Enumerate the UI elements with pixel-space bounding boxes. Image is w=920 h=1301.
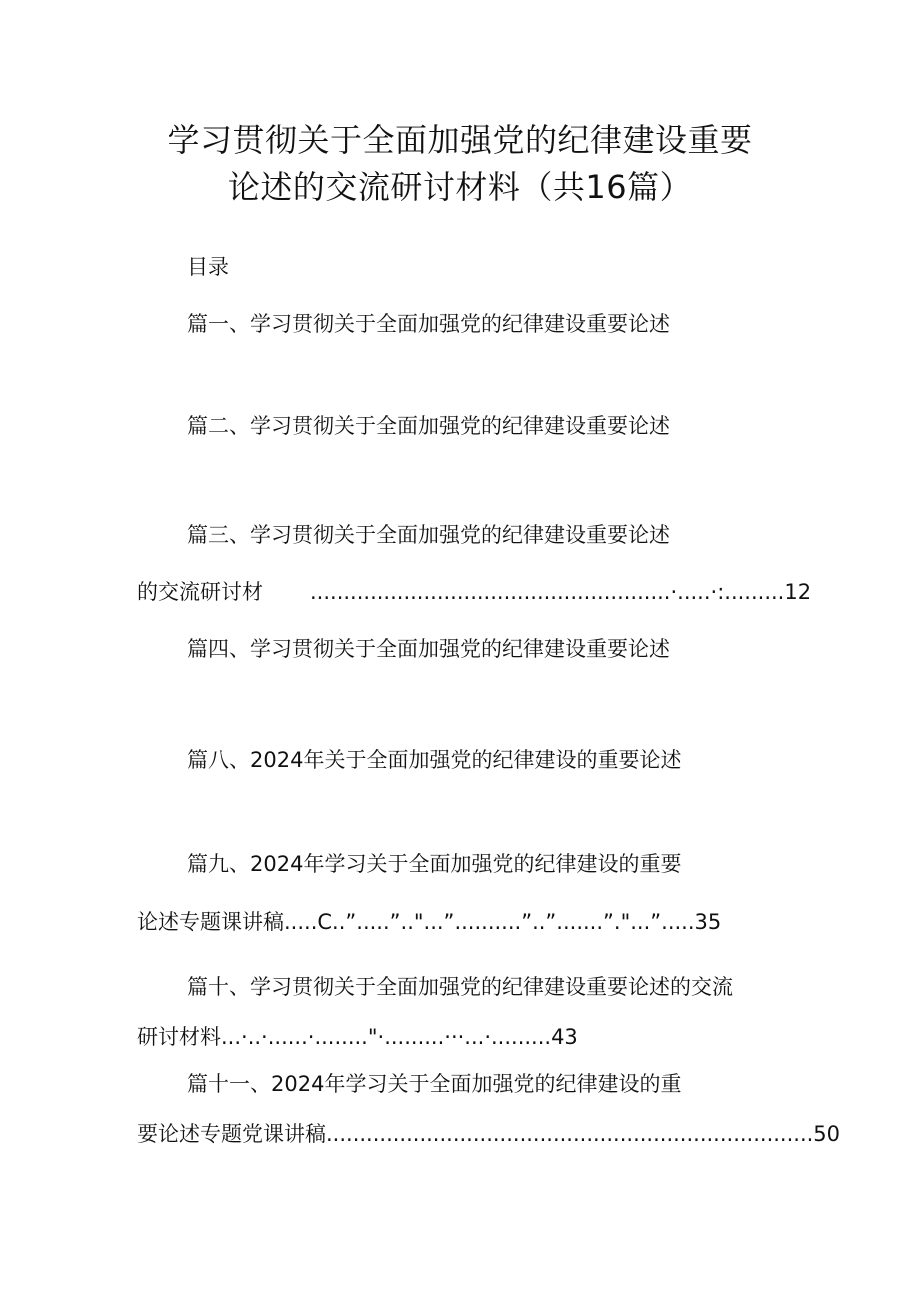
toc-entry-4: 篇四、学习贯彻关于全面加强党的纪律建设重要论述 [187,637,670,661]
toc-entry-10: 篇十、学习贯彻关于全面加强党的纪律建设重要论述的交流 [187,975,733,999]
toc-entry-2: 篇二、学习贯彻关于全面加强党的纪律建设重要论述 [187,414,670,438]
toc-entry-1: 篇一、学习贯彻关于全面加强党的纪律建设重要论述 [187,312,670,336]
document-title-line-1: 学习贯彻关于全面加强党的纪律建设重要 [167,121,753,159]
toc-entry-11: 篇十一、2024年学习关于全面加强党的纪律建设的重 [187,1072,682,1096]
toc-entry-3-leader: ......................................................·.....·:.........12 [310,580,812,604]
toc-entry-9: 篇九、2024年学习关于全面加强党的纪律建设的重要 [187,852,682,876]
toc-entry-10-continuation: 研讨材料...·..·......·........"·.........···...·.........43 [137,1025,578,1049]
toc-entry-3: 篇三、学习贯彻关于全面加强党的纪律建设重要论述 [187,523,670,547]
toc-label: 目录 [187,255,229,279]
toc-entry-8: 篇八、2024年关于全面加强党的纪律建设的重要论述 [187,748,682,772]
toc-entry-3-continuation: 的交流研讨材 [137,580,263,604]
toc-entry-11-continuation: 要论述专题党课讲稿.........................................................................50 [137,1122,841,1146]
toc-entry-9-continuation: 论述专题课讲稿.....C..”.....”.."...”..........”..”.......”."...”.....35 [137,910,722,934]
document-title-line-2: 论述的交流研讨材料（共16篇） [227,168,693,206]
